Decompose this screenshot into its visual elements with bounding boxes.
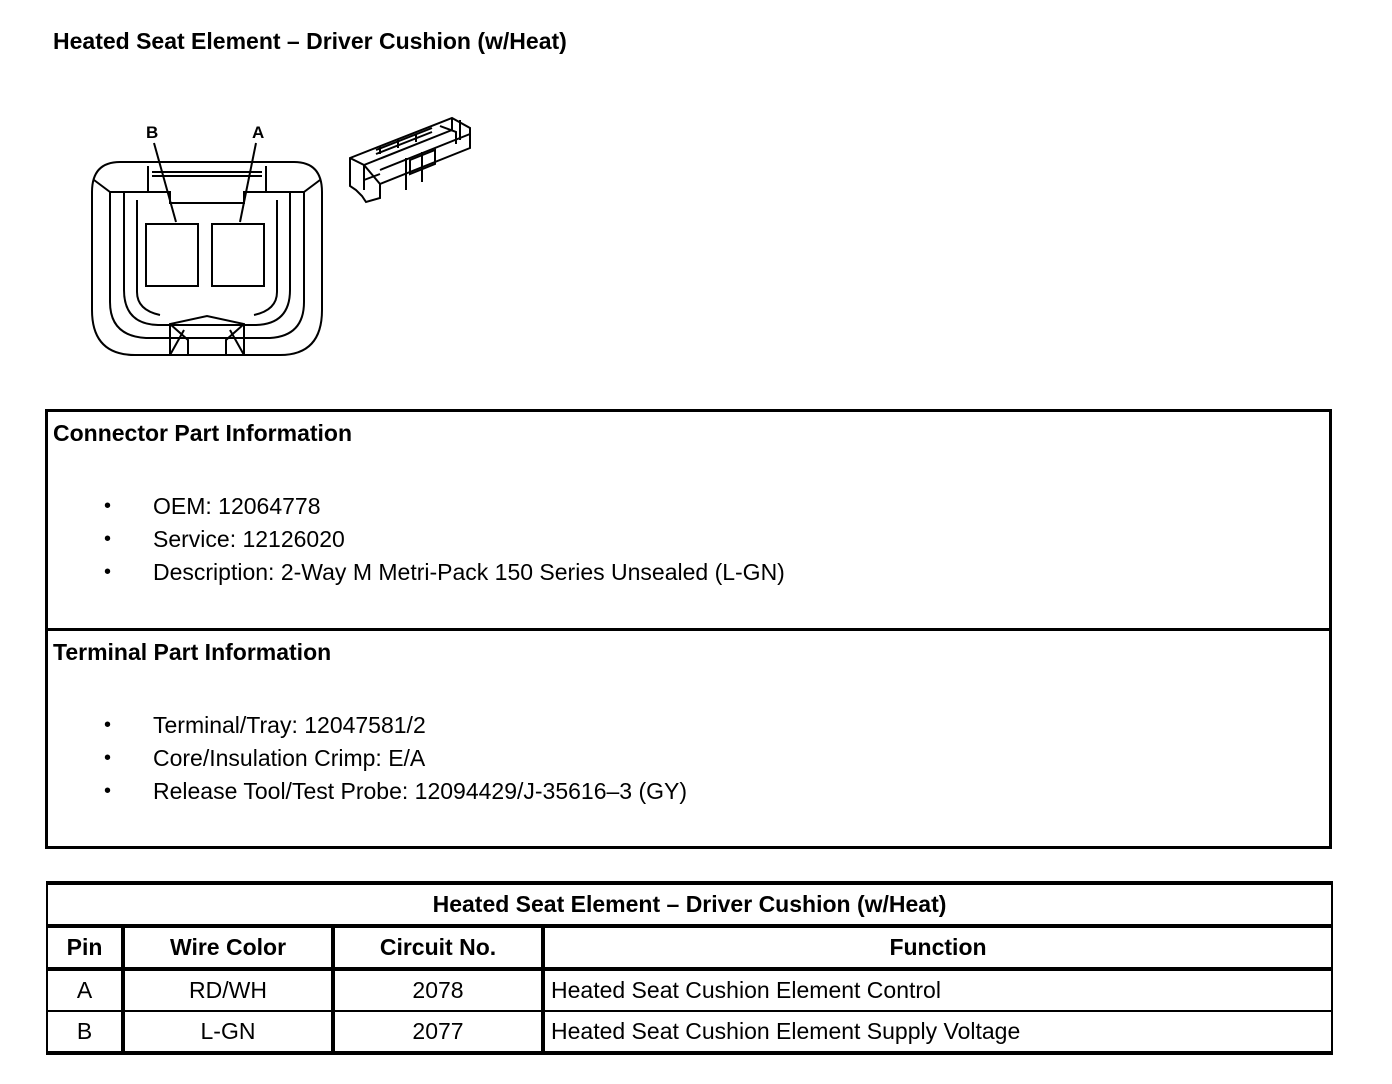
bullet: • xyxy=(104,528,112,550)
table-row xyxy=(47,969,1332,1011)
pin-label-a: A xyxy=(252,123,265,142)
pin-label-b: B xyxy=(146,123,159,142)
header-wire-color: Wire Color xyxy=(123,926,333,969)
connector-face-outline xyxy=(92,162,322,355)
terminal-tray: Terminal/Tray: 12047581/2 xyxy=(153,712,426,738)
header-circuit-no: Circuit No. xyxy=(333,926,543,969)
bullet: • xyxy=(104,780,112,802)
bullet: • xyxy=(104,747,112,769)
header-pin: Pin xyxy=(47,926,123,969)
pin-out-table xyxy=(46,881,1333,1055)
wire-color-cell: RD/WH xyxy=(123,969,333,1011)
connector-part-information-title: Connector Part Information xyxy=(53,420,353,446)
page-title: Heated Seat Element – Driver Cushion (w/Heat) xyxy=(53,28,567,54)
pin-cavity-b xyxy=(146,224,198,286)
function-cell: Heated Seat Cushion Element Supply Voltage xyxy=(543,1011,1332,1053)
circuit-cell: 2078 xyxy=(333,969,543,1011)
bullet: • xyxy=(104,495,112,517)
terminal-part-information-section xyxy=(48,631,1329,846)
connector-isometric-icon xyxy=(350,118,470,202)
table-row xyxy=(47,1011,1332,1053)
leader-line-b xyxy=(154,143,176,222)
table-caption: Heated Seat Element – Driver Cushion (w/Heat) xyxy=(47,883,1332,926)
pin-cavity-a xyxy=(212,224,264,286)
leader-line-a xyxy=(240,143,256,222)
bullet: • xyxy=(104,714,112,736)
circuit-cell: 2077 xyxy=(333,1011,543,1053)
table-header-row xyxy=(47,926,1332,969)
connector-diagram xyxy=(80,110,490,370)
header-function: Function xyxy=(543,926,1332,969)
bullet: • xyxy=(104,561,112,583)
terminal-part-information-title: Terminal Part Information xyxy=(53,639,332,665)
connector-description: Description: 2-Way M Metri-Pack 150 Series Unsealed (L-GN) xyxy=(153,559,785,585)
wire-color-cell: L-GN xyxy=(123,1011,333,1053)
function-cell: Heated Seat Cushion Element Control xyxy=(543,969,1332,1011)
oem-part-number: OEM: 12064778 xyxy=(153,493,321,519)
part-information-box xyxy=(45,409,1332,849)
connector-part-information-section xyxy=(48,412,1329,631)
pin-cell: B xyxy=(47,1011,123,1053)
service-part-number: Service: 12126020 xyxy=(153,526,345,552)
crimp-info: Core/Insulation Crimp: E/A xyxy=(153,745,426,771)
release-tool-info: Release Tool/Test Probe: 12094429/J-35616–3 (GY) xyxy=(153,778,688,804)
pin-cell: A xyxy=(47,969,123,1011)
table-caption-row xyxy=(47,883,1332,926)
